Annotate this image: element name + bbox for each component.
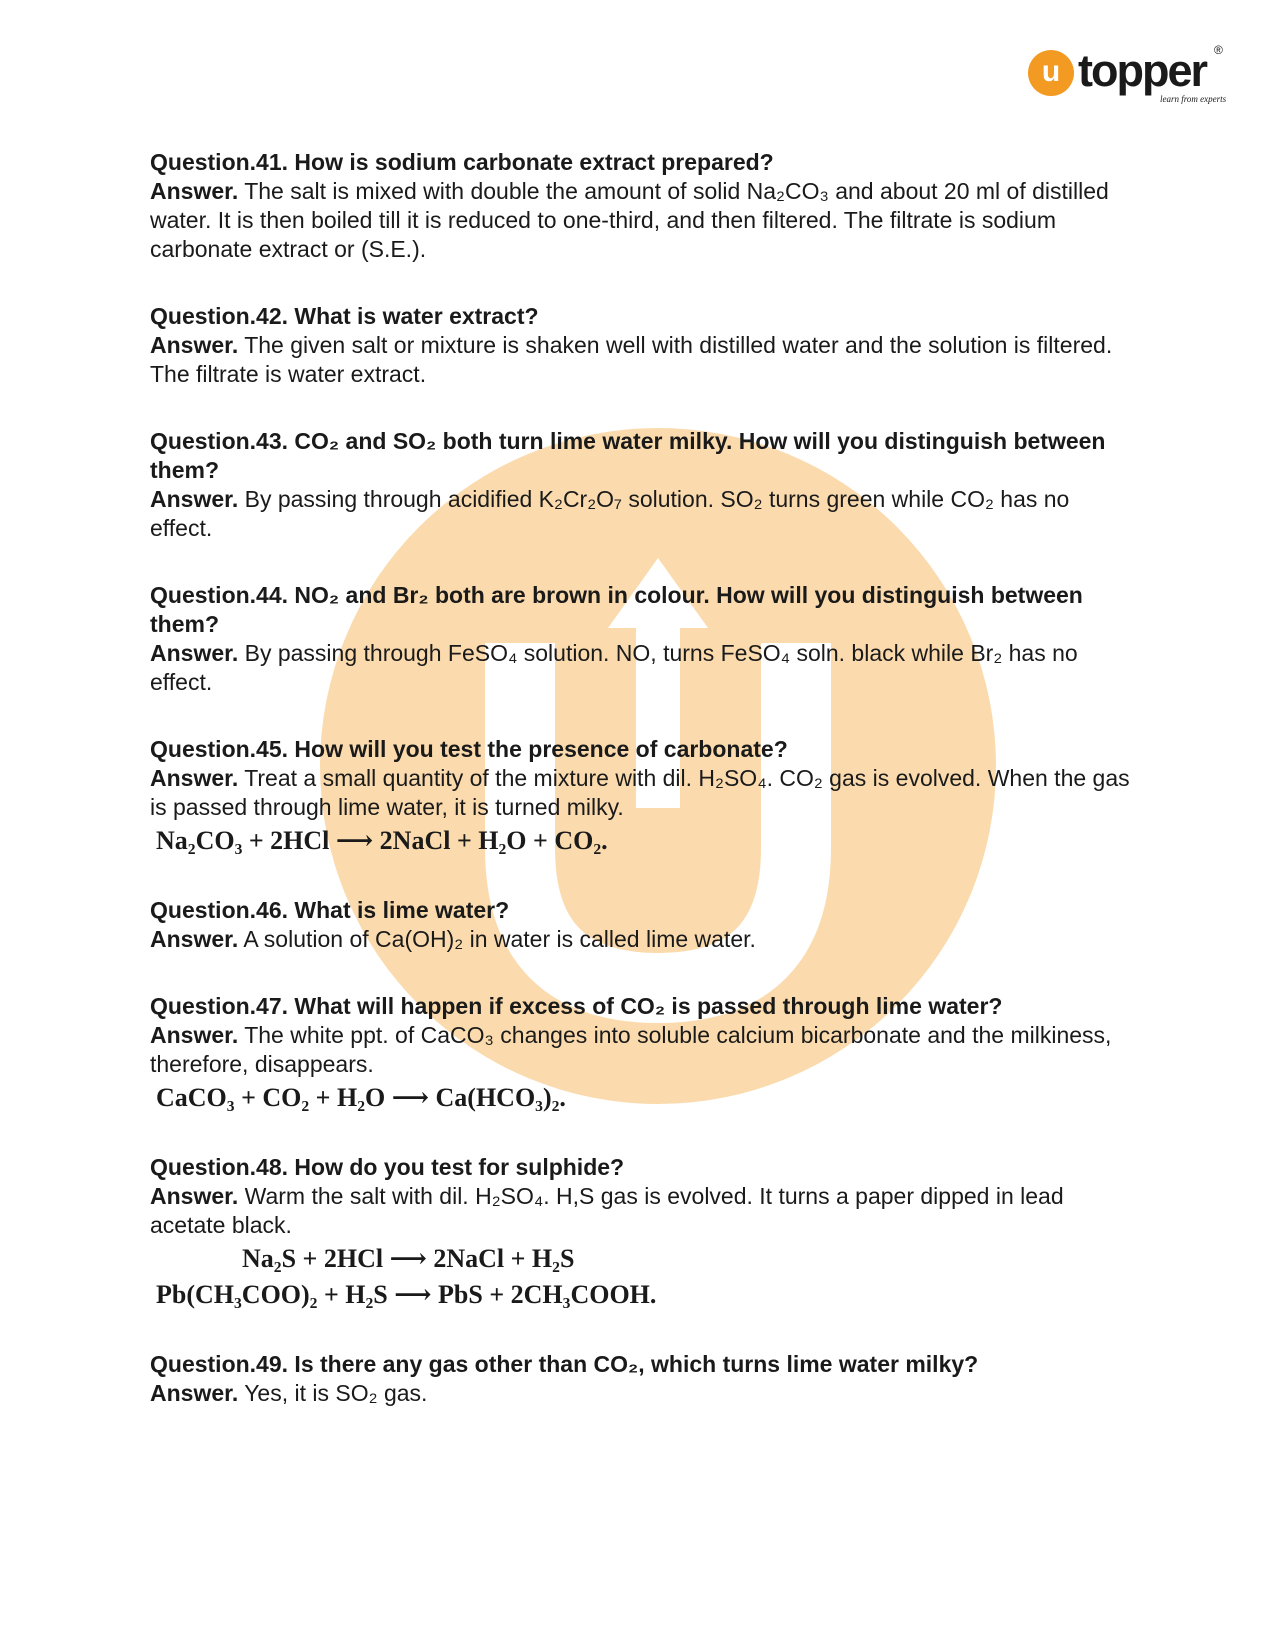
chemical-equation: Na₂S + 2HCl ⟶ 2NaCl + H₂S: [242, 1244, 575, 1273]
question-text: Question.48. How do you test for sulphide?: [150, 1154, 625, 1180]
answer-text: Answer. Yes, it is SO₂ gas.: [150, 1380, 428, 1406]
question-text: Question.49. Is there any gas other than CO₂, which turns lime water milky?: [150, 1351, 979, 1377]
qa-item: [150, 1350, 1130, 1408]
question-text: Question.45. How will you test the presence of carbonate?: [150, 736, 788, 762]
answer-label: Answer.: [150, 486, 239, 512]
logo-wordmark: topper: [1078, 45, 1206, 96]
answer-label: Answer.: [150, 178, 239, 204]
answer-text: Answer. By passing through acidified K₂Cr₂O₇ solution. SO₂ turns green while CO₂ has no effect.: [150, 486, 1070, 541]
chemical-equation: CaCO₃ + CO₂ + H₂O ⟶ Ca(HCO₃)₂.: [156, 1083, 566, 1112]
qa-item: [150, 992, 1130, 1115]
chemical-equation: Pb(CH₃COO)₂ + H₂S ⟶ PbS + 2CH₃COOH.: [156, 1280, 657, 1309]
answer-text: Answer. The salt is mixed with double the amount of solid Na₂CO₃ and about 20 ml of distilled water. It is then boiled till it is reduced to one-third, and then filtered. The filtrate is sodium carbonate extract or (S.E.).: [150, 178, 1109, 262]
answer-text: Answer. The white ppt. of CaCO₃ changes into soluble calcium bicarbonate and the milkiness, therefore, disappears.: [150, 1022, 1112, 1077]
qa-item: [150, 302, 1130, 389]
chemical-equation: Na₂CO₃ + 2HCl ⟶ 2NaCl + H₂O + CO₂.: [156, 826, 608, 855]
qa-item: [150, 896, 1130, 954]
qa-item: [150, 427, 1130, 543]
qa-item: [150, 735, 1130, 858]
answer-label: Answer.: [150, 1183, 239, 1209]
answer-label: Answer.: [150, 926, 239, 952]
question-text: Question.41. How is sodium carbonate extract prepared?: [150, 149, 774, 175]
question-text: Question.47. What will happen if excess of CO₂ is passed through lime water?: [150, 993, 1003, 1019]
answer-label: Answer.: [150, 765, 239, 791]
registered-mark: ®: [1214, 43, 1223, 57]
question-text: Question.44. NO₂ and Br₂ both are brown in colour. How will you distinguish between them?: [150, 582, 1083, 637]
answer-label: Answer.: [150, 640, 239, 666]
question-text: Question.43. CO₂ and SO₂ both turn lime water milky. How will you distinguish between them?: [150, 428, 1106, 483]
qa-item: [150, 148, 1130, 264]
answer-text: Answer. A solution of Ca(OH)₂ in water is called lime water.: [150, 926, 756, 952]
logo-u-icon: u: [1028, 50, 1074, 96]
answer-label: Answer.: [150, 1380, 239, 1406]
answer-label: Answer.: [150, 1022, 239, 1048]
answer-label: Answer.: [150, 332, 239, 358]
answer-text: Answer. The given salt or mixture is shaken well with distilled water and the solution is filtered. The filtrate is water extract.: [150, 332, 1113, 387]
question-text: Question.42. What is water extract?: [150, 303, 539, 329]
qa-list: [150, 148, 1130, 1408]
answer-text: Answer. Treat a small quantity of the mixture with dil. H₂SO₄. CO₂ gas is evolved. When the gas is passed through lime water, it is turned milky.: [150, 765, 1130, 820]
qa-item: [150, 581, 1130, 697]
answer-text: Answer. By passing through FeSO₄ solution. NO, turns FeSO₄ soln. black while Br₂ has no effect.: [150, 640, 1078, 695]
qa-item: [150, 1153, 1130, 1312]
question-text: Question.46. What is lime water?: [150, 897, 510, 923]
answer-text: Answer. Warm the salt with dil. H₂SO₄. H,S gas is evolved. It turns a paper dipped in lead acetate black.: [150, 1183, 1064, 1238]
logo-tagline: learn from experts: [1160, 94, 1227, 104]
topper-logo: [1028, 44, 1228, 104]
